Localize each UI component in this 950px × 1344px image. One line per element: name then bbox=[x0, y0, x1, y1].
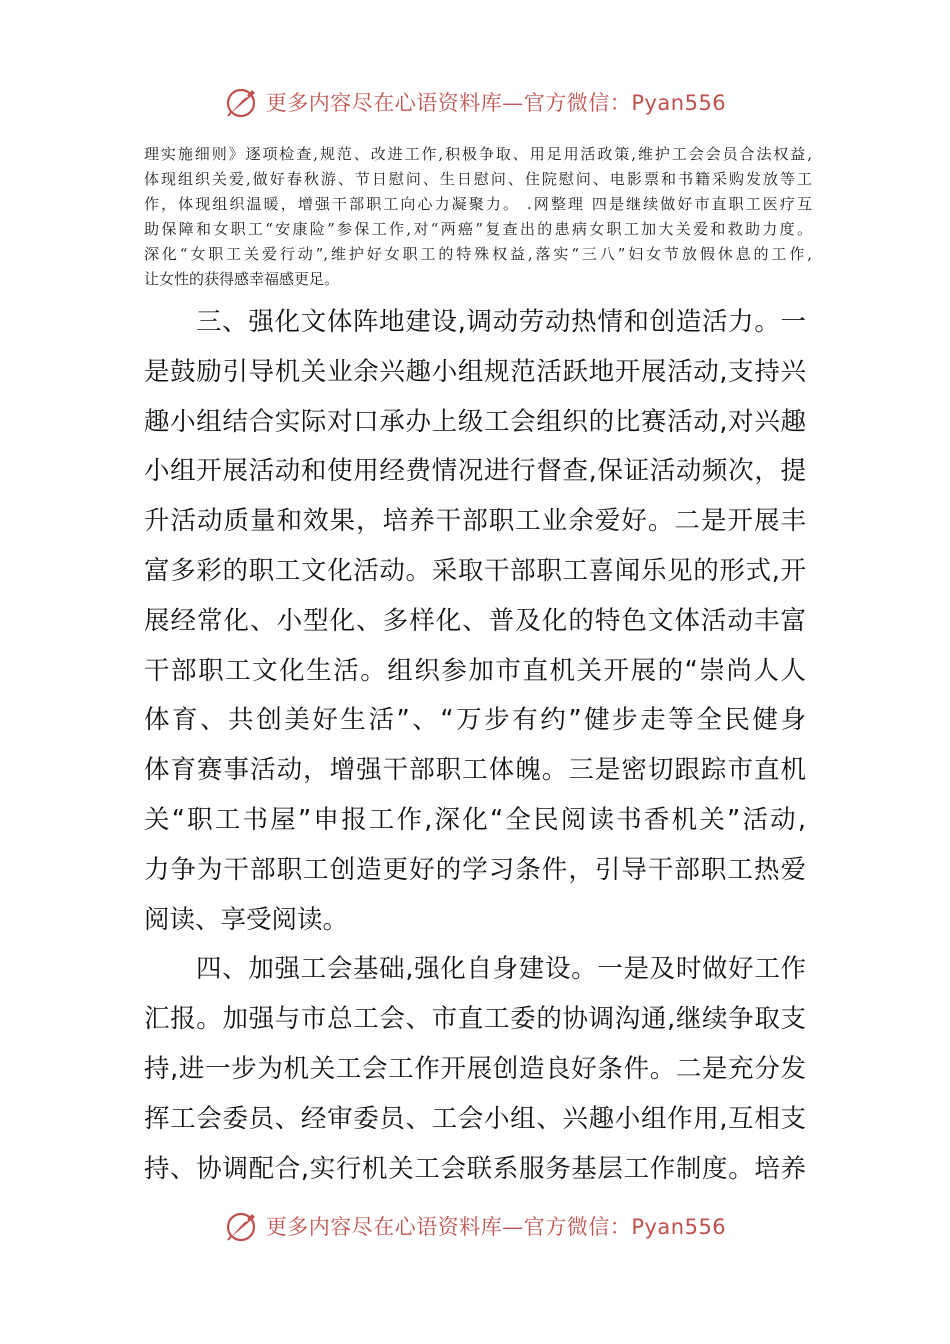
text-line: 持,进一步为机关工会工作开展创造良好条件。二是充分发 bbox=[144, 1053, 806, 1084]
text-line: 体现组织关爱,做好春秋游、节日慰问、生日慰问、住院慰问、电影票和书籍采购发放等工 bbox=[144, 170, 812, 188]
watermark-wechat-id: Pyan556 bbox=[631, 1215, 727, 1239]
main-body bbox=[144, 298, 806, 1194]
continued-paragraph bbox=[144, 142, 812, 292]
header-watermark bbox=[0, 84, 950, 120]
text-line: 升活动质量和效果，培养干部职工业余爱好。二是开展丰 bbox=[144, 506, 806, 537]
footer-watermark bbox=[0, 1208, 950, 1244]
text-line: 阅读、享受阅读。 bbox=[144, 904, 349, 935]
text-line: 是鼓励引导机关业余兴趣小组规范活跃地开展活动,支持兴 bbox=[144, 356, 806, 387]
section-four-paragraph bbox=[144, 945, 806, 1194]
text-line: 力争为干部职工创造更好的学习条件，引导干部职工热爱 bbox=[144, 854, 806, 885]
text-line: 让女性的获得感幸福感更足。 bbox=[144, 270, 340, 288]
text-line: 展经常化、小型化、多样化、普及化的特色文体活动丰富 bbox=[144, 605, 806, 636]
watermark-text: 更多内容尽在心语资料库—官方微信：Pyan556 bbox=[265, 1215, 727, 1239]
text-line: 持、协调配合,实行机关工会联系服务基层工作制度。培养 bbox=[144, 1153, 806, 1184]
text-line: 理实施细则》逐项检查,规范、改进工作,积极争取、用足用活政策,维护工会会员合法权益, bbox=[144, 145, 812, 163]
text-line: 体育赛事活动，增强干部职工体魄。三是密切跟踪市直机 bbox=[144, 755, 806, 786]
watermark-wechat-id: Pyan556 bbox=[631, 91, 727, 115]
text-line: 关“职工书屋”申报工作,深化“全民阅读书香机关”活动, bbox=[144, 804, 806, 835]
text-line: 四、加强工会基础,强化自身建设。一是及时做好工作 bbox=[196, 954, 806, 985]
quill-pen-logo-icon bbox=[224, 1208, 260, 1244]
text-line: 挥工会委员、经审委员、工会小组、兴趣小组作用,互相支 bbox=[144, 1103, 806, 1134]
text-line: 三、强化文体阵地建设,调动劳动热情和创造活力。一 bbox=[196, 307, 806, 337]
watermark-text: 更多内容尽在心语资料库—官方微信：Pyan556 bbox=[265, 91, 727, 115]
text-line: 汇报。加强与市总工会、市直工委的协调沟通,继续争取支 bbox=[144, 1004, 806, 1035]
section-three-paragraph bbox=[144, 298, 806, 945]
text-line: 助保障和女职工“安康险”参保工作,对“两癌”复查出的患病女职工加大关爱和救助力度。 bbox=[144, 220, 812, 238]
text-line: 趣小组结合实际对口承办上级工会组织的比赛活动,对兴趣 bbox=[144, 406, 806, 437]
text-line: 深化“女职工关爱行动”,维护好女职工的特殊权益,落实“三八”妇女节放假休息的工作, bbox=[144, 245, 812, 263]
quill-pen-logo-icon bbox=[224, 84, 260, 120]
text-line: 干部职工文化生活。组织参加市直机关开展的“崇尚人人 bbox=[144, 655, 806, 686]
text-line: 作，体现组织温暖，增强干部职工向心力凝聚力。 .网整理 四是继续做好市直职工医疗互 bbox=[144, 195, 812, 213]
text-line: 富多彩的职工文化活动。采取干部职工喜闻乐见的形式,开 bbox=[144, 555, 806, 586]
text-line: 小组开展活动和使用经费情况进行督查,保证活动频次，提 bbox=[144, 456, 806, 487]
text-line: 体育、共创美好生活”、“万步有约”健步走等全民健身 bbox=[144, 705, 806, 736]
